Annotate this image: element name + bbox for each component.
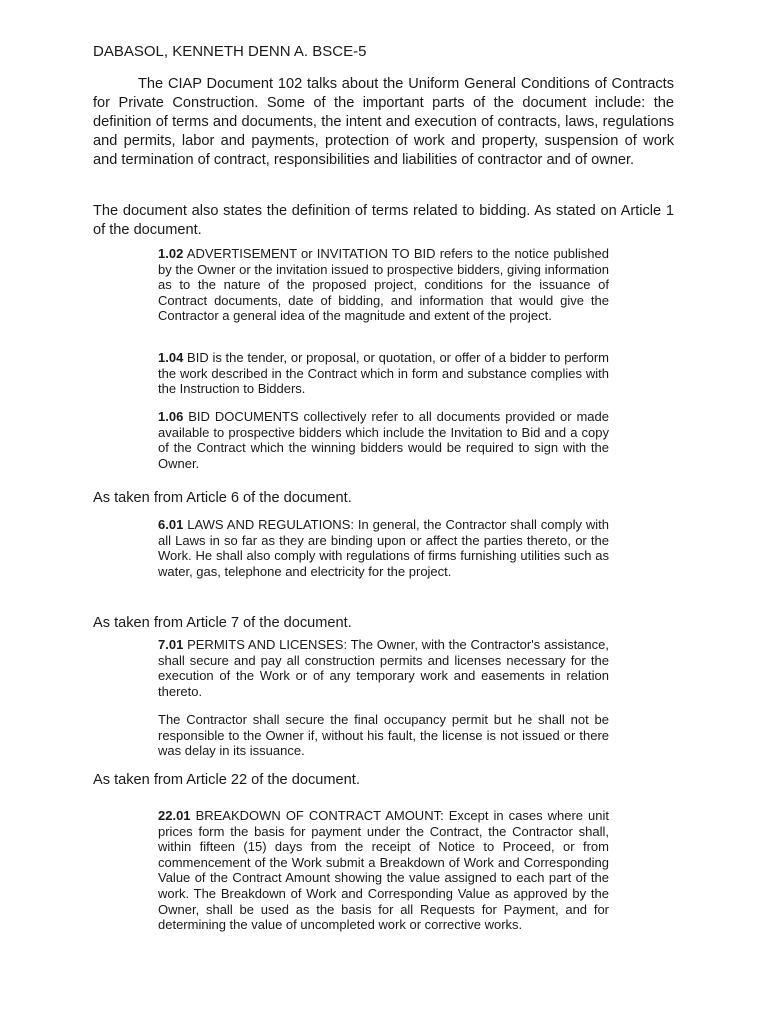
article-1-06-quote — [158, 409, 609, 471]
clause-number: 7.01 — [158, 637, 184, 652]
article-7-01-quote — [158, 637, 609, 699]
article-22-01-quote — [158, 808, 609, 933]
article-7-followup: The Contractor shall secure the final occupancy permit but he shall not be responsible to the Owner if, without his fault, the license is not issued or there was delay in its issuance. — [158, 712, 609, 759]
clause-number: 22.01 — [158, 808, 191, 823]
article-7-intro: As taken from Article 7 of the document. — [93, 615, 352, 631]
clause-text: ADVERTISEMENT or INVITATION TO BID refers to the notice published by the Owner or the invitation issued to prospective bidders, giving information as to the nature of the proposed project, conditions for the issuance of Contract documents, date of bidding, and information that would give the Contractor a general idea of the magnitude and extent of the project. — [158, 246, 609, 324]
article-1-02-quote — [158, 246, 609, 324]
clause-text: BID is the tender, or proposal, or quotation, or offer of a bidder to perform the work described in the Contract which in form and substance complies with the Instruction to Bidders. — [158, 350, 609, 397]
author-header: DABASOL, KENNETH DENN A. BSCE-5 — [93, 43, 367, 60]
article-22-intro: As taken from Article 22 of the document. — [93, 772, 360, 788]
intro-paragraph: The CIAP Document 102 talks about the Uniform General Conditions of Contracts for Private Construction. Some of the important parts of the document include: the definition of terms and documents, the intent and execution of contracts, laws, regulations and permits, labor and payments, protection of work and property, suspension of work and termination of contract, responsibilities and liabilities of contractor and of owner. — [93, 76, 674, 168]
article-6-intro: As taken from Article 6 of the document. — [93, 490, 352, 506]
clause-number: 6.01 — [158, 517, 184, 532]
clause-text: BREAKDOWN OF CONTRACT AMOUNT: Except in cases where unit prices form the basis for payment under the Contract, the Contractor shall, within fifteen (15) days from the receipt of Notice to Proceed, or from commencement of the Work submit a Breakdown of Work and Corresponding Value of the Contract Amount showing the value assigned to each part of the work. The Breakdown of Work and Corresponding Value as approved by the Owner, shall be used as the basis for all Requests for Payment, and for determining the value of uncompleted work or corrective works. — [158, 808, 609, 933]
clause-number: 1.02 — [158, 246, 184, 261]
clause-text: LAWS AND REGULATIONS: In general, the Contractor shall comply with all Laws in so far as they are binding upon or affect the parties thereto, or the Work. He shall also comply with regulations of firms furnishing utilities such as water, gas, telephone and electricity for the project. — [158, 517, 609, 579]
clause-text: PERMITS AND LICENSES: The Owner, with the Contractor's assistance, shall secure and pay all construction permits and licenses necessary for the execution of the Work or of any temporary work and easements in relation thereto. — [158, 637, 609, 699]
clause-number: 1.06 — [158, 409, 184, 424]
clause-number: 1.04 — [158, 350, 184, 365]
article-6-01-quote — [158, 517, 609, 579]
clause-text: BID DOCUMENTS collectively refer to all documents provided or made available to prospective bidders which include the Invitation to Bid and a copy of the Contract which the winning bidders would be required to sign with the Owner. — [158, 409, 609, 471]
bidding-paragraph: The document also states the definition of terms related to bidding. As stated on Article 1 of the document. — [93, 203, 674, 238]
article-1-04-quote — [158, 350, 609, 397]
